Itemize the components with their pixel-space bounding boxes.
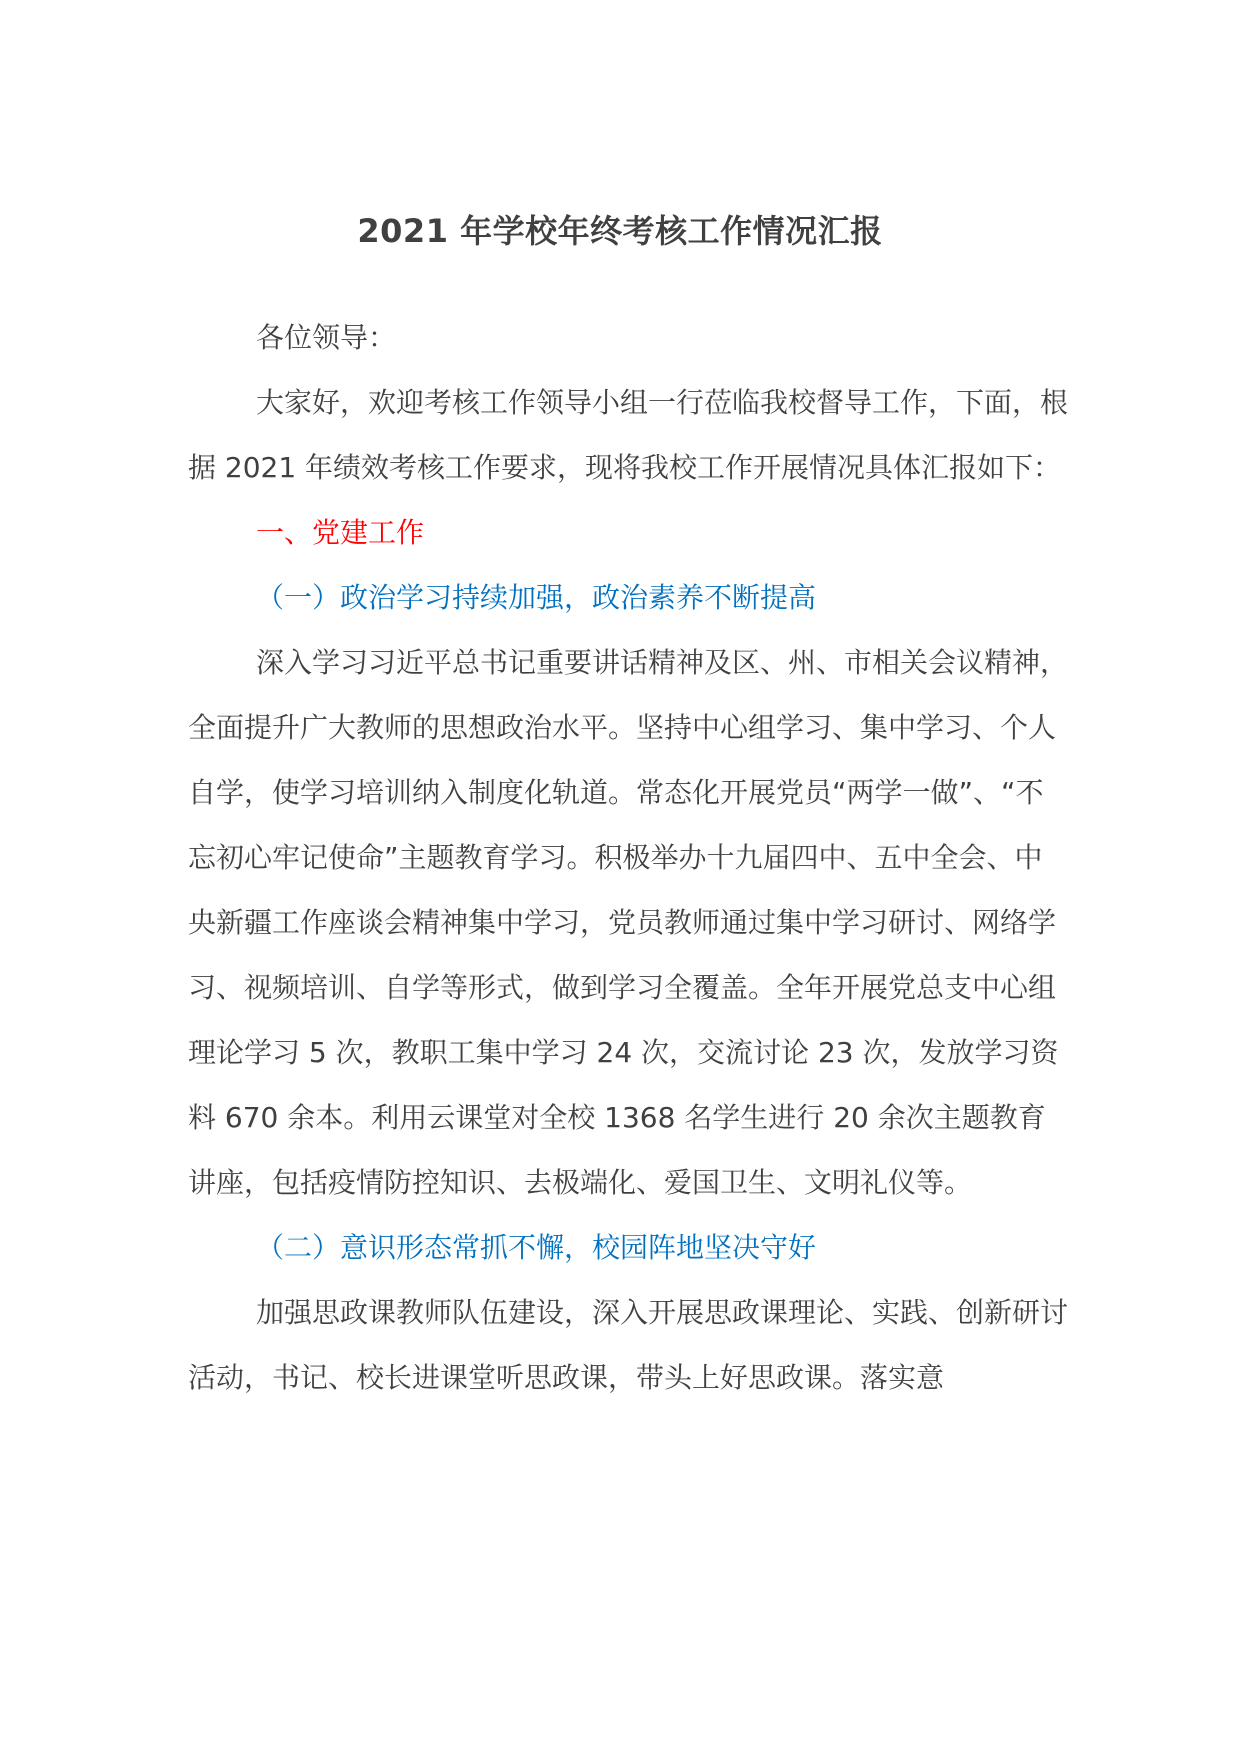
salutation: 各位领导： bbox=[256, 321, 397, 354]
intro-paragraph: 大家好，欢迎考核工作领导小组一行莅临我校督导工作，下面，根据 2021 年绩效考核工作要求，现将我校工作开展情况具体汇报如下： bbox=[188, 386, 1069, 484]
section-heading-party-building: 一、党建工作 bbox=[256, 516, 425, 549]
political-study-paragraph: 深入学习习近平总书记重要讲话精神及区、州、市相关会议精神，全面提升广大教师的思想政治水平。坚持中心组学习、集中学习、个人自学，使学习培训纳入制度化轨道。常态化开展党员“两学一做”、“不忘初心牢记使命”主题教育学习。积极举办十九届四中、五中全会、中央新疆工作座谈会精神集中学习，党员教师通过集中学习研讨、网络学习、视频培训、自学等形式，做到学习全覆盖。全年开展党总支中心组理论学习 5 次，教职工集中学习 24 次，交流讨论 23 次，发放学习资料 670 余本。利用云课堂对全校 1368 名学生进行 20 余次主题教育讲座，包括疫情防控知识、去极端化、爱国卫生、文明礼仪等。 bbox=[188, 646, 1069, 1199]
ideology-paragraph: 加强思政课教师队伍建设，深入开展思政课理论、实践、创新研讨活动，书记、校长进课堂听思政课，带头上好思政课。落实意 bbox=[188, 1296, 1069, 1394]
subsection-heading-ideology: （二）意识形态常抓不懈，校园阵地坚决守好 bbox=[256, 1231, 817, 1264]
subsection-heading-political-study: （一）政治学习持续加强，政治素养不断提高 bbox=[256, 581, 817, 614]
document-title: 2021 年学校年终考核工作情况汇报 bbox=[357, 212, 883, 250]
document-body bbox=[188, 305, 1068, 1410]
